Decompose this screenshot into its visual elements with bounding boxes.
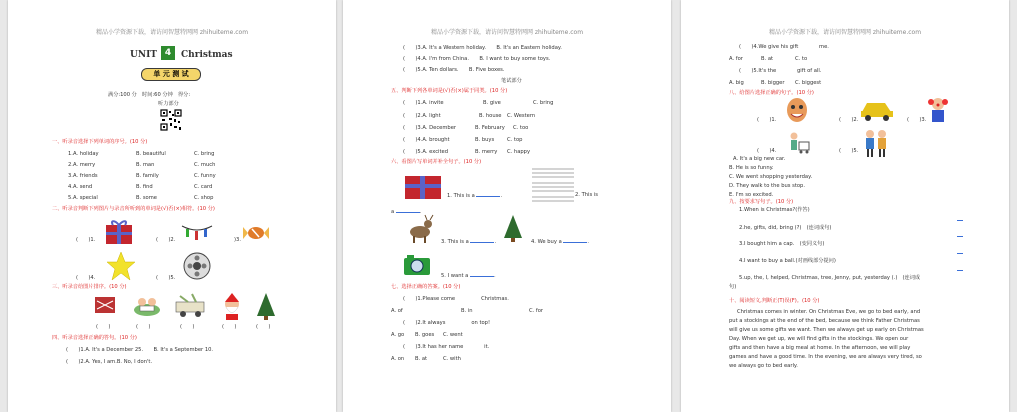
option-c: C. to — [795, 56, 808, 62]
option-b: B. give — [483, 100, 501, 106]
score-line: 满分:100 分 时间:60 分钟 得分: — [108, 92, 191, 98]
sheet-music-icon — [531, 165, 575, 205]
sentence-5: 5. I want a . — [441, 273, 496, 279]
sentence-2-cont: a . — [391, 209, 422, 215]
passage-line: Christmas comes in winter. On Christmas Eve, we go to bed early, and — [737, 309, 921, 315]
passage-line: gifts and then have a big meal at home. In the afternoon, we will play — [729, 345, 911, 351]
pic-label-1: ( )1. — [757, 117, 777, 123]
page-header: 精品小学资源下载，请访问智慧特网网 zhihuiteme.com — [430, 29, 584, 36]
question-line: ( )2.It always on top! — [403, 320, 491, 326]
section-4-heading: 四、听录音选择正确的答句。(10 分) — [52, 335, 137, 341]
option-b: B. goes — [415, 332, 435, 338]
option-a: ( )2.A. light — [403, 113, 441, 119]
option-c: C. bring — [533, 100, 554, 106]
pic-label-3: ( )3. — [907, 117, 927, 123]
question-line: ( )5.A. Ten dollars. B. Five boxes. — [403, 67, 505, 73]
unit-number: 4 — [161, 46, 175, 60]
option-a: ( )5.A. excited — [403, 149, 449, 155]
camera-icon — [403, 252, 431, 276]
question-line: 1.When is Christmas?(作答) — [739, 207, 810, 213]
car-delivery-icon — [174, 292, 206, 320]
option-c: C. Western — [507, 113, 536, 119]
christmas-tree-icon — [256, 292, 276, 320]
question-line: ( )3.A. It's a Western holiday. B. It's an Eastern holiday. — [403, 45, 562, 51]
question-line: ( )5.It's the gift of all. — [739, 68, 822, 74]
page-header: 精品小学资源下载，请访问智慧特网网 zhihuiteme.com — [768, 29, 922, 36]
sentence-4: 4. We buy a . — [531, 239, 590, 245]
option-c: C. bring — [194, 151, 215, 157]
option-b: B. some — [136, 195, 157, 201]
section-9-heading: 九、按要求写句子。(10 分) — [729, 199, 794, 205]
question-line: ( )3.It has her name it. — [403, 344, 490, 350]
option-a: ( )3.A. December — [403, 125, 457, 131]
option-b: B. man — [136, 162, 155, 168]
section-10-heading: 十、阅读短文,判断正(T)误(F)。(10 分) — [729, 298, 820, 304]
section-8-heading: 八、给图片选择正确的句子。(10 分) — [729, 90, 814, 96]
option-b: B. at — [415, 356, 428, 362]
option-a: 5.A. special — [68, 195, 98, 201]
answer-paren: ( ) — [180, 324, 195, 330]
answer-line[interactable] — [957, 253, 963, 254]
sentence-2: 2. This is — [575, 192, 598, 198]
question-line: ( )4.We give his gift me. — [739, 44, 829, 50]
question-line: ( )1.Please come Christmas. — [403, 296, 509, 302]
question-line: 3.I bought him a cap. (变同义句) — [739, 241, 825, 247]
answer-paren: ( ) — [256, 324, 271, 330]
sentence-3: 3. This is a . — [441, 239, 497, 245]
page-2 — [343, 0, 671, 412]
section-7-heading: 七、选择正确的答案。(10 分) — [391, 284, 461, 290]
christmas-tree-icon — [503, 214, 523, 242]
option-b: B. buys — [475, 137, 495, 143]
pic-label-4: ( )4. — [76, 275, 96, 281]
qr-code-icon — [160, 109, 182, 131]
option-a: 3.A. friends — [68, 173, 98, 179]
question-line: 5.up, the, I, helped, Christmas, tree, Jenny, put, yesterday (.) (连词成 — [739, 275, 921, 281]
question-line-cont: 句) — [729, 284, 737, 290]
option-a: A. big — [729, 80, 744, 86]
section-5-heading: 五、判断下列各单词是(√)否(×)属于同类。(10 分) — [391, 88, 508, 94]
option-c: C. happy — [507, 149, 531, 155]
pic-label-5: ( )5. — [839, 148, 859, 154]
reindeer-icon — [405, 214, 435, 244]
question-line: ( )2.A. Yes, I am.B. No, I don't. — [66, 359, 153, 365]
answer-line[interactable] — [957, 270, 963, 271]
santa-claus-icon — [220, 292, 244, 320]
option-c: C. funny — [194, 173, 216, 179]
gift-box-icon — [104, 219, 134, 245]
section-3-heading: 三、听录音给图片排序。(10 分) — [52, 284, 127, 290]
option-line: C. We went shopping yesterday. — [729, 174, 813, 180]
passage-line: Day. When we get up, we will find gifts in the stockings. We open our — [729, 336, 909, 342]
pic-label-3: )3. — [234, 237, 241, 243]
option-b: B. bigger — [761, 80, 785, 86]
passage-line: we always go to bed early. — [729, 363, 798, 369]
option-a: 2.A. merry — [68, 162, 96, 168]
question-line: 2.he, gifts, did, bring (?) (连词成句) — [739, 225, 832, 231]
section-2-heading: 二、听录音判断下列图片与录音所听到的单词是(√)否(×)相符。(10 分) — [52, 206, 215, 212]
passage-line: will give us some gifts we want. Then we always get up early on Christmas — [729, 327, 924, 333]
answer-paren: ( ) — [222, 324, 237, 330]
option-a: ( )1.A. invite — [403, 100, 444, 106]
page-3 — [681, 0, 1009, 412]
kids-walking-icon — [861, 128, 891, 158]
pic-label-2: ( )2. — [156, 237, 176, 243]
clown-icon — [925, 94, 951, 124]
option-a: 1.A. holiday — [68, 151, 99, 157]
pic-label-4: ( )4. — [757, 148, 777, 154]
option-b: B. house — [479, 113, 502, 119]
option-b: B. February — [475, 125, 505, 131]
car-icon — [859, 96, 895, 122]
option-line: E. I'm so excited. — [729, 192, 774, 198]
page-header: 精品小学资源下载，请访问智慧特网网 zhihuiteme.com — [95, 29, 249, 36]
gift-box-icon — [403, 170, 443, 200]
option-c: C. much — [194, 162, 216, 168]
option-a: 4.A. send — [68, 184, 93, 190]
candy-icon — [242, 221, 270, 245]
option-b: B. beautiful — [136, 151, 166, 157]
answer-paren: ( ) — [96, 324, 111, 330]
option-b: B. find — [136, 184, 153, 190]
option-a: A. for — [729, 56, 743, 62]
option-b: B. merry — [475, 149, 498, 155]
pic-label-2: ( )2. — [839, 117, 859, 123]
option-c: C. card — [194, 184, 213, 190]
answer-paren: ( ) — [136, 324, 151, 330]
passage-line: games and have a good time. In the evening, we are always very tired, so — [729, 354, 922, 360]
passage-line: put a stockings at the end of the bed, because we think Father Christmas — [729, 318, 920, 324]
section-1-heading: 一、听录音选择下列单词的序号。(10 分) — [52, 139, 148, 145]
sentence-1: 1. This is a . — [447, 193, 503, 199]
option-c: C. shop — [194, 195, 214, 201]
listening-part-heading: 听力部分 — [158, 101, 179, 107]
option-c: C. top — [507, 137, 523, 143]
snow-globe-icon — [92, 293, 118, 317]
unit-label: UNIT — [130, 50, 157, 60]
option-line: A. It's a big new car. — [733, 156, 786, 162]
option-c: C. for — [529, 308, 544, 314]
question-line: ( )1.A. It's a December 25. B. It's a September 10. — [66, 347, 214, 353]
option-a: A. on — [391, 356, 405, 362]
option-line: B. He is so funny. — [729, 165, 774, 171]
answer-line[interactable] — [957, 220, 963, 221]
shopping-icon — [785, 130, 811, 156]
option-c: C. with — [443, 356, 461, 362]
option-c: C. too — [513, 125, 529, 131]
film-reel-icon — [182, 251, 212, 281]
page-1 — [8, 0, 336, 412]
question-line: ( )4.A. I'm from China. B. I want to buy some toys. — [403, 56, 551, 62]
answer-line[interactable] — [957, 236, 963, 237]
option-c: C. went — [443, 332, 463, 338]
option-a: ( )4.A. brought — [403, 137, 450, 143]
children-reading-icon — [132, 294, 162, 318]
option-a: A. go — [391, 332, 405, 338]
option-line: D. They walk to the bus stop. — [729, 183, 805, 189]
christmas-lights-icon — [180, 222, 214, 244]
section-6-heading: 六、看图片写单词并补全句子。(10 分) — [391, 159, 482, 165]
option-b: B. in — [461, 308, 473, 314]
star-icon — [106, 251, 136, 281]
option-a: A. of — [391, 308, 403, 314]
funny-face-icon — [785, 96, 809, 124]
test-banner: 单 元 测 试 — [141, 68, 201, 81]
question-line: 4.I want to buy a ball.(对画线部分提问) — [739, 258, 836, 264]
option-c: C. biggest — [795, 80, 822, 86]
option-b: B. family — [136, 173, 159, 179]
pic-label-1: ( )1. — [76, 237, 96, 243]
written-part-heading: 笔试部分 — [501, 78, 522, 84]
pic-label-5: ( )5. — [156, 275, 176, 281]
page-title: Christmas — [181, 50, 233, 60]
option-b: B. at — [761, 56, 774, 62]
